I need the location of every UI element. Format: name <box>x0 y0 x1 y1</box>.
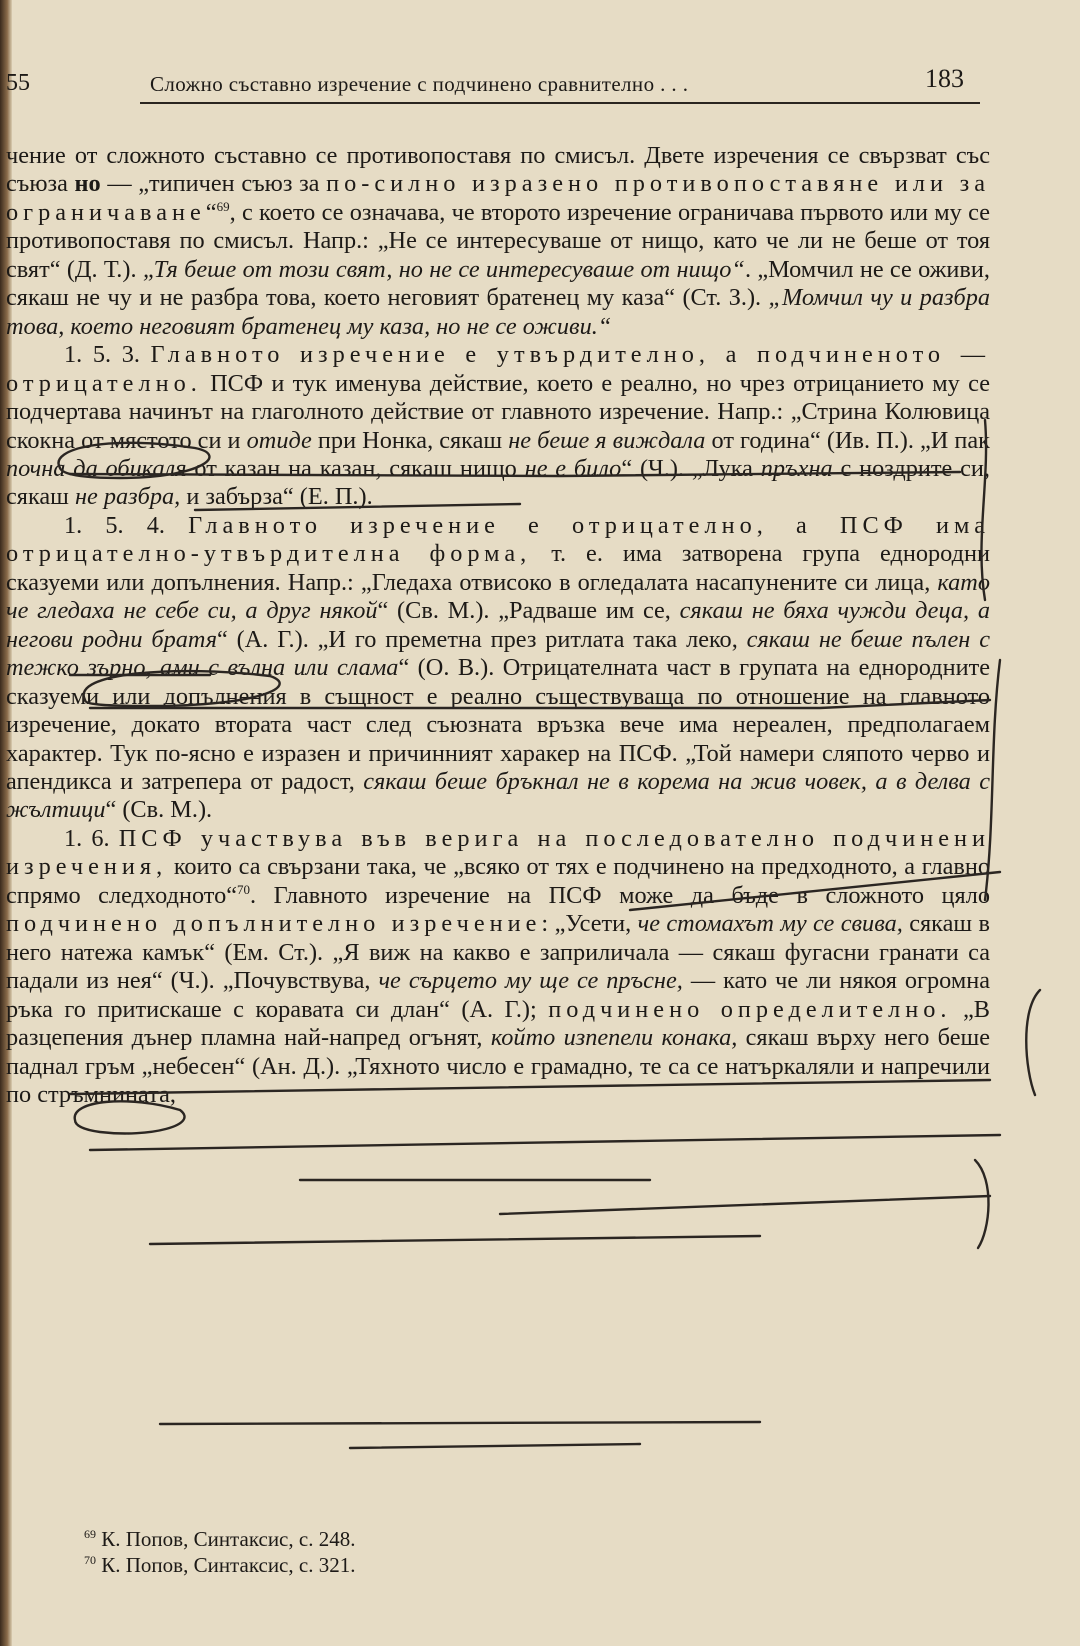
section-number-1-5-4: 1. 5. 4. <box>64 511 189 539</box>
section-heading-1-6: ПСФ участвува във верига на последователно подчинени изречения, <box>6 824 990 881</box>
paragraph-1-6: 1. 6. ПСФ участвува във верига на последователно подчинени изречения, които са свързани така, че „всяко от тях е подчинено на предходното, а главно спрямо следходното“$^{70}$. Главното изречение на ПСФ може да бъде в сложното цяло подчинено допълнително изречение: „Усети, че стомахът му се свива, сякаш в него натежа камък“ (Ем. Ст.). „Я виж на какво е заприличала — сякаш фугасни гранати са падали из нея“ (Ч.). „Почувствува, че сърцето му ще се пръсне, — като че ли някоя огромна ръка го притискаше с коравата си длан“ (А. Г.); подчинено определително. „В разцепения дънер пламна най-напред огънят, който изпепели конака, сякаш върху него беше паднал гръм „небесен“ (Ан. Д.). „Тяхното число е грамадно, те са се натъркаляли и напречили по стръмнината, <box>6 824 990 1108</box>
pen-strike-line <box>150 1236 760 1244</box>
paragraph-intro: чение от сложното съставно се противопоставя по смисъл. Двете изречения се свързват със съюза но — „типичен съюз за по-силно изразено противопоставяне или за ограничаване“$^{69}$, с което се означава, че второто изречение ограничава първото или му се противопоставя по смисъл. Напр.: „Не се интересуваше от нищо, като че ли не беше от тоя свят“ (Д. Т.). „Тя беше от този свят, но не се интересуваше от нищо“. „Момчил не се оживи, сякаш не чу и не разбра това, което неговият братенец му каза“ (Ст. З.). „Момчил чу и разбра това, което неговият братенец му каза, но не се оживи.“ <box>6 142 990 340</box>
footnote: $^{69}$ К. Попов, Синтаксис, с. 248. <box>84 1527 356 1551</box>
footnote-ref-69: 69 <box>216 198 230 214</box>
footnote-ref-70: 70 <box>237 881 250 897</box>
section-number-1-6: 1. 6. <box>64 824 119 852</box>
section-heading-1-5-4: Главното изречение е отрицателно, а ПСФ има отрицателно-утвърдителна форма, <box>6 511 990 568</box>
previous-page-number: 55 <box>6 70 30 96</box>
main-text <box>6 142 990 1109</box>
footnotes <box>84 1526 355 1578</box>
page-number: 183 <box>925 64 964 93</box>
pen-bracket-right-3 <box>975 1160 989 1248</box>
pen-underline <box>500 1196 990 1214</box>
footnote: $^{70}$ К. Попов, Синтаксис, с. 321. <box>84 1553 356 1577</box>
header-rule <box>140 102 980 104</box>
section-number-1-5-3: 1. 5. 3. <box>64 341 151 369</box>
section-heading-1-5-3: Главното изречение е утвърдително, а подчиненото — отрицателно. <box>6 341 990 397</box>
pen-bracket-far-right <box>1026 990 1040 1095</box>
pen-underline <box>160 1422 760 1424</box>
pen-strike-line <box>350 1444 640 1448</box>
paragraph-1-5-3: 1. 5. 3. Главното изречение е утвърдително, а подчиненото — отрицателно. ПСФ и тук именува действие, което е реално, но чрез отрицанието му се подчертава начинът на глаголното действие от главното изречение. Напр.: „Стрина Колювица скокна от мястото си и отиде при Нонка, сякаш не беше я виждала от година“ (Ив. П.). „И пак почна да обикаля от казан на казан, сякаш нищо не е било“ (Ч.). „Лука пръхна с ноздрите си, сякаш не разбра, и забърза“ (Е. П.). <box>6 341 991 511</box>
paragraph-1-5-4: 1. 5. 4. Главното изречение е отрицателно, а ПСФ има отрицателно-утвърдителна форма, т. е. има затворена група еднородни сказуеми или допълнения. Напр.: „Гледаха отвисоко в огледалата насапунените си лица, като че гледаха не себе си, а друг някой“ (Св. М.). „Радваше им се, сякаш не бяха чужди деца, а негови родни братя“ (А. Г.). „И го преметна през ритлата така леко, сякаш не беше пълен с тежко зърно, ами с вълна или слама“ (О. В.). Отрицателната част в групата на еднородните сказуеми или допълнения в същност е реално съществуваща по отношение на главното изречение, докато втората част след съюзната връзка вече има нереален, предполагаем характер. Тук по-ясно е изразен и причинният харакер на ПСФ. „Той намери сляпото черво и апендикса и затрепера от радост, сякаш беше бръкнал не в корема на жив човек, а в делва с жълтици“ (Св. М.). <box>6 511 991 824</box>
running-title: Сложно съставно изречение с подчинено сравнително . . . <box>150 72 689 96</box>
pen-strike-heading-1-6 <box>90 1135 1000 1150</box>
